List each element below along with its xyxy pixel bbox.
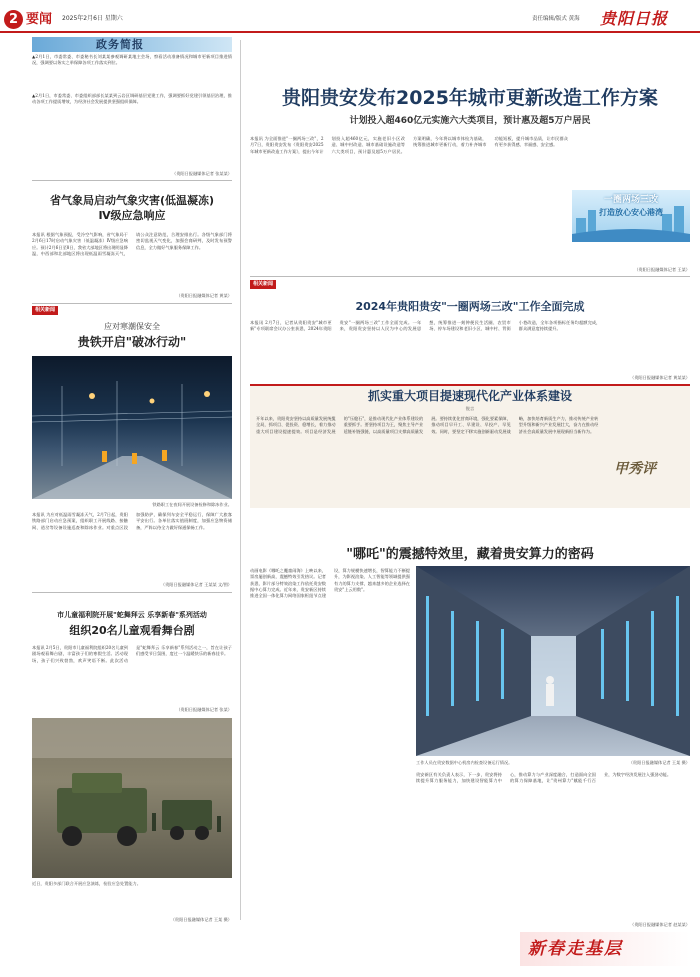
- headline-body: 本报讯 为全面推进"一圈两场三改"，2月7日，贵阳贵安发布《贵阳贵安2025年城市更新改造工作方案》，提出今年计划投入超460亿元，实施老旧小区改造、城中村改造、城市基础设施改造等六大类项目，预计惠及超5万户居民。方案明确，今年将以城市体检为基础，统筹推进城市更新行动，着力补齐城市功能短板，提升城市品质，让市民群众有更多获得感、幸福感、安全感。: [250, 136, 568, 154]
- page-number-badge: 2: [4, 10, 23, 29]
- headline-source: （贵阳日报融媒体记者 王某）: [634, 267, 690, 272]
- ice-source: （贵阳日报融媒体记者 王某某 文/图）: [160, 582, 232, 587]
- drought-body: 本报讯 根据气象预报，受冷空气影响，省气象局于2月6日17时启动气象灾害（低温凝冻）Ⅳ级应急响应。预计2月6日至8日，我省大部地区将出现明显降温，中西部和北部地区将出现低温雨雪凝冻天气，请公众注意防范，合理安排出行。各级气象部门将密切监视天气变化，加强会商研判，及时发布预警信息，全力做好气象服务保障工作。: [32, 232, 232, 256]
- masthead-logo: 贵阳日报: [600, 9, 669, 28]
- divider: [250, 276, 690, 277]
- datacenter-photo: [416, 566, 690, 756]
- brief-source: （贵阳日报融媒体记者 张某某）: [172, 171, 232, 176]
- feature-source-2: （贵阳日报融媒体记者 赵某某）: [630, 922, 690, 927]
- datacenter-source: （贵阳日报融媒体记者 王某 摄）: [628, 760, 690, 765]
- commentary-title: 抓实重大项目提速现代化产业体系建设: [367, 389, 572, 403]
- section-label: 要闻: [26, 12, 53, 27]
- related-news-tag: 相关新闻: [250, 280, 276, 289]
- brief-title: 政务简报: [96, 38, 144, 51]
- feature-body: 动画电影《哪吒之魔童闹海》上映以来，票房屡创新高，震撼特效引发热议。记者获悉，影片部分特效渲染工作依托贵安数据中心算力完成。近年来，贵安新区持续推进全国一体化算力网络国家枢纽节点建设，算力规模快速增长，智算能力不断提升，为影视渲染、人工智能等领域提供强有力的算力支撑，越来越多的企业选择在贵安"上云用数"。: [250, 568, 410, 599]
- new-spring-banner-text: 新春走基层: [528, 939, 623, 959]
- datacenter-caption: 工作人员在贵安数据中心机房内检查设备运行情况。: [416, 760, 513, 765]
- circle-graphic-subtitle: 打造放心安心港湾: [599, 208, 663, 217]
- commentary-body: 开年以来，贵阳贵安坚持以高质量发展统揽全局，抓项目、促投资、稳增长，着力推动重大项目建设提速提效。项目是经济发展的"压舱石"，是推动现代化产业体系建设的重要抓手。要坚持项目为王，聚焦主导产业延链补链强链，以高质量项目支撑高质量发展。要持续优化营商环境，强化要素保障，推动项目早开工、早建设、早投产、早见效。同时，要坚定不移实施创新驱动发展战略，加快培育新质生产力，推动传统产业转型升级和新兴产业发展壮大，奋力在推动经济社会高质量发展中展现新担当新作为。: [256, 416, 599, 434]
- kids-title-1: 市儿童福利院开展"蛇舞拜云 乐享新春"系列活动: [57, 611, 207, 619]
- divider: [32, 303, 232, 304]
- feature-title: "哪吒"的震撼特效里，藏着贵安算力的密码: [346, 547, 594, 562]
- divider: [32, 180, 232, 181]
- circle-graphic: [572, 190, 690, 242]
- main-headline: 贵阳贵安发布2025年城市更新改造工作方案: [282, 87, 658, 109]
- drought-title-2: Ⅳ级应急响应: [98, 209, 166, 222]
- related-news-tag: 相关新闻: [32, 306, 58, 315]
- drill-caption: 近日，贵阳多部门联合开展应急演练，检验应急处置能力。: [32, 881, 141, 886]
- railway-night-photo: [32, 356, 232, 499]
- feature-body-2: 贵安新区有关负责人表示，下一步，贵安将持续提升算力服务能力，加快建设智能算力中心，推动算力与产业深度融合，打造面向全国的算力保障基地，让"贵州算力"赋能千行百业，为数字经济发展注入强劲动能。: [416, 772, 672, 784]
- column-divider: [240, 40, 241, 920]
- header-date: 2025年2月6日 星期六: [62, 15, 123, 22]
- emergency-drill-photo: [32, 718, 232, 878]
- drill-source: （贵阳日报融媒体记者 王某 摄）: [170, 917, 232, 922]
- ice-title: 贵铁开启"破冰行动": [77, 335, 187, 349]
- ice-kicker: 应对寒潮保安全: [104, 322, 160, 331]
- header-rule: [0, 31, 700, 33]
- commentary-author: 锐言: [465, 406, 475, 411]
- drought-source: （贵阳日报融媒体记者 黄某）: [176, 293, 232, 298]
- brief-item-2: ▲2月1日，市委常委、市委组织部部长某某到云岩区调研基层党建工作，强调要抓好党建引领基层治理，推动各项工作提质增效，为经济社会发展提供坚强组织保障。: [32, 93, 232, 105]
- page-header: [0, 0, 700, 40]
- ice-body: 本报讯 为应对低温雨雪凝冻天气，2月7日起，贵阳铁路部门启动应急预案，组织职工开展线路、接触网、道岔等设备设施巡查和除冰作业。对重点区段加强防护，确保列车安全平稳运行，保障广大旅客平安出行。各单位落实值班制度，加强应急物资储备，严阵以待全力做好保通保畅工作。: [32, 512, 232, 530]
- kids-source: （贵阳日报融媒体记者 张某）: [176, 707, 232, 712]
- commentary-label: 甲秀评: [614, 461, 656, 477]
- header-editors: 责任编辑/版式 黄海: [532, 16, 580, 22]
- kids-title-2: 组织20名儿童观看舞台剧: [69, 624, 195, 637]
- circle-source: （贵阳日报融媒体记者 黄某某）: [630, 375, 690, 380]
- new-spring-banner: [520, 932, 690, 966]
- circle-body: 本报讯 2月7日，记者从贵阳贵安"城市更新"专项联席会议办公室获悉，2024年贵阳贵安"一圈两场三改"工作全面完成。一年来，贵阳贵安坚持以人民为中心的发展思想，统筹推进一刻钟便民生活圈、农贸市场、停车场建设和老旧小区、城中村、背街小巷改造，全年各项指标任务均超额完成，群众满意度持续提升。: [250, 320, 601, 332]
- divider: [32, 592, 232, 593]
- circle-title: 2024年贵阳贵安"一圈两场三改"工作全面完成: [355, 300, 585, 313]
- ice-photo-caption: 铁路职工在夜间开展设备检修和除冰作业。: [152, 502, 232, 507]
- drought-title-1: 省气象局启动气象灾害(低温凝冻): [49, 194, 215, 207]
- brief-item-1: ▲2月1日，市委常委、市委秘书长刘某某参观调研某地主会场，察看活动准备情况和城市更新项目推进情况，强调要以务实之举保障各项工作落实到位。: [32, 54, 232, 66]
- main-subtitle: 计划投入超460亿元实施六大类项目，预计惠及超5万户居民: [349, 116, 591, 126]
- kids-body: 本报讯 2月5日，贵阳市儿童福利院组织20名儿童到剧场观看舞台剧，丰富孩子们的寒假生活。活动现场，孩子们兴致勃勃，欢声笑语不断。此次活动是"蛇舞拜云 乐享新春"系列活动之一，旨在让孩子们感受节日氛围，度过一个温暖快乐的新春佳节。: [32, 645, 232, 663]
- circle-graphic-title: 一圈两场三改: [603, 195, 658, 205]
